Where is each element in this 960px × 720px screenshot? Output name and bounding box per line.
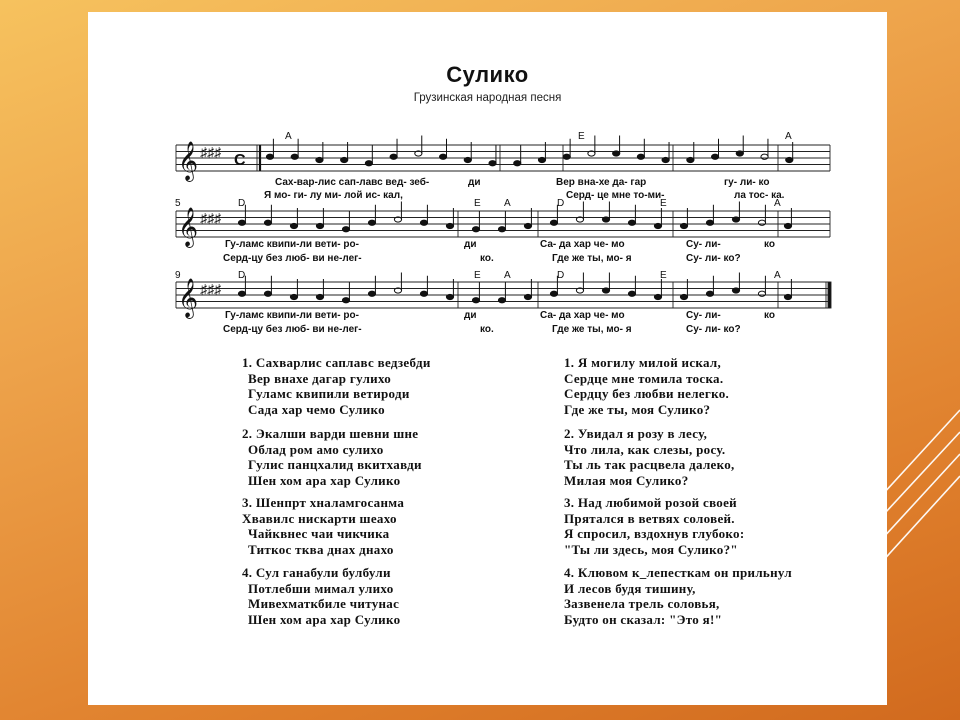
lyric-russian: Су- ли- ко? [686, 253, 741, 264]
note-head [290, 223, 297, 228]
note-head [498, 298, 505, 303]
song-title: Сулико [446, 62, 529, 87]
lyric-georgian: Гу-ламс квипи-ли вети- ро- [225, 310, 359, 321]
chord-label: A [785, 131, 792, 142]
note-head [706, 220, 713, 225]
verse-line: Шен хом ара хар Сулико [248, 611, 401, 627]
verse-georgian-3 [242, 495, 404, 557]
lyric-georgian: ди [468, 177, 481, 188]
chord-label: D [557, 270, 565, 281]
note-head [654, 223, 661, 228]
lyric-georgian: Са- да хар че- мо [540, 310, 625, 321]
note-head [365, 161, 372, 166]
verse-line: Будто он сказал: "Это я!" [564, 611, 723, 627]
note-head [524, 294, 531, 299]
lyric-georgian: Сах-вар-лис сап-лавс вед- зеб- [275, 177, 430, 188]
verse-line: 2. Увидал я розу в лесу, [564, 426, 708, 441]
measure-number: 5 [175, 198, 181, 209]
note-head [342, 227, 349, 232]
verse-line: Что лила, как слезы, росу. [564, 441, 726, 457]
chord-label: E [474, 198, 481, 209]
note-head [784, 294, 791, 299]
verse-line: Облад ром амо сулихо [248, 441, 384, 457]
lyric-georgian: Са- да хар че- мо [540, 239, 625, 250]
chord-label: E [578, 131, 585, 142]
note-head [420, 220, 427, 225]
chord-label: A [504, 198, 511, 209]
lyric-georgian: ди [464, 310, 477, 321]
verse-line: Сердце мне томила тоска. [564, 370, 724, 386]
verse-line: Сада хар чемо Сулико [248, 401, 385, 417]
chord-label: A [774, 198, 781, 209]
note-head [489, 161, 496, 166]
note-head [266, 154, 273, 159]
lyric-russian: Где же ты, мо- я [552, 324, 632, 335]
note-head [238, 291, 245, 296]
note-head [368, 291, 375, 296]
note-head [538, 157, 545, 162]
note-head [711, 154, 718, 159]
note-head [602, 288, 609, 293]
verse-line: "Ты ли здесь, моя Сулико?" [564, 541, 738, 557]
music-score [88, 12, 887, 357]
chord-label: E [660, 198, 667, 209]
verse-russian-1 [564, 355, 729, 417]
lyric-georgian: ко [764, 310, 775, 321]
lyric-georgian: гу- ли- ко [724, 177, 770, 188]
verse-line: Потлебши мимал улихо [248, 580, 394, 596]
verse-line: 2. Экалши варди шевни шне [242, 426, 419, 441]
verse-georgian-4 [242, 565, 400, 627]
verse-line: 4. Сул ганабули булбули [242, 565, 391, 580]
lyric-russian: Су- ли- ко? [686, 324, 741, 335]
chord-label: A [774, 270, 781, 281]
lyric-georgian: Вер вна-хе да- гар [556, 177, 647, 188]
note-head [736, 151, 743, 156]
note-head [341, 157, 348, 162]
note-head [654, 294, 661, 299]
lyric-georgian: Гу-ламс квипи-ли вети- ро- [225, 239, 359, 250]
note-head [758, 220, 765, 225]
note-head [390, 154, 397, 159]
note-head [758, 291, 765, 296]
note-head [290, 294, 297, 299]
note-head [342, 298, 349, 303]
verse-line: Гуламс квипили ветироди [248, 386, 410, 401]
note-head [680, 223, 687, 228]
verse-line: Титкос тква днах днахо [248, 541, 394, 557]
note-head [628, 291, 635, 296]
lyric-russian: ла тос- ка. [734, 190, 785, 201]
lyric-georgian: ко [764, 239, 775, 250]
chord-label: E [474, 270, 481, 281]
lyric-russian: ко. [480, 253, 494, 264]
note-head [550, 291, 557, 296]
verse-line: 1. Я могилу милой искал, [564, 355, 722, 370]
note-head [264, 291, 271, 296]
note-head [472, 227, 479, 232]
note-head [420, 291, 427, 296]
key-signature-icon: ♯♯♯ [200, 210, 221, 226]
verse-line: Шен хом ара хар Сулико [248, 472, 401, 488]
verse-russian-3 [564, 495, 744, 557]
lyric-russian: Серд- це мне то-ми- [566, 190, 665, 201]
lyric-russian: ко. [480, 324, 494, 335]
note-head [316, 223, 323, 228]
note-head [464, 157, 471, 162]
lyric-georgian: ди [464, 239, 477, 250]
note-head [439, 154, 446, 159]
verse-line: Вер внахе дагар гулихо [248, 370, 392, 386]
note-head [264, 220, 271, 225]
verse-line: 3. Над любимой розой своей [564, 495, 737, 510]
verse-line: 1. Сахварлис саплавс ведзебди [242, 355, 431, 370]
chord-label: D [557, 198, 565, 209]
note-head [680, 294, 687, 299]
lyric-russian: Серд-цу без люб- ви не-лег- [223, 253, 362, 264]
note-head [446, 223, 453, 228]
treble-clef-icon: 𝄞 [178, 279, 199, 317]
note-head [784, 223, 791, 228]
note-head [238, 220, 245, 225]
verse-georgian-1 [242, 355, 431, 417]
verse-line: Я спросил, вздохнув глубоко: [564, 526, 745, 541]
verse-line: 3. Шенпрт хналамгосанма [242, 495, 405, 510]
verse-line: Мивехматкбиле читунас [248, 596, 400, 611]
note-head [613, 151, 620, 156]
note-head [732, 217, 739, 222]
note-head [637, 154, 644, 159]
note-head [761, 154, 768, 159]
note-head [662, 157, 669, 162]
verse-line: И лесов будя тишину, [564, 580, 696, 596]
note-head [687, 157, 694, 162]
verse-line: Хвавилс нискарти шеахо [242, 510, 397, 526]
verse-line: Гулис панцхалид вкитхавди [248, 457, 422, 472]
verse-russian-2 [564, 426, 735, 488]
verse-line: Сердцу без любви нелегко. [564, 386, 730, 401]
note-head [628, 220, 635, 225]
note-head [706, 291, 713, 296]
verse-line: Прятался в ветвях соловей. [564, 510, 735, 526]
verse-line: Милая моя Сулико? [564, 472, 689, 488]
note-head [563, 154, 570, 159]
verse-line: Где же ты, моя Сулико? [564, 401, 711, 417]
final-bar [828, 282, 831, 308]
chord-label: D [238, 270, 246, 281]
note-head [786, 157, 793, 162]
chord-label: A [285, 131, 292, 142]
treble-clef-icon: 𝄞 [178, 142, 199, 180]
treble-clef-icon: 𝄞 [178, 208, 199, 246]
verse-line: Зазвенела трель соловья, [564, 596, 720, 611]
lyric-russian: Я мо- ги- лу ми- лой ис- кал, [264, 190, 403, 201]
sheet-music-page [88, 12, 887, 705]
key-signature-icon: ♯♯♯ [200, 144, 221, 160]
note-head [602, 217, 609, 222]
note-head [316, 294, 323, 299]
lyric-russian: Где же ты, мо- я [552, 253, 632, 264]
measure-number: 9 [175, 270, 181, 281]
song-subtitle: Грузинская народная песня [413, 92, 562, 104]
lyric-russian: Серд-цу без люб- ви не-лег- [223, 324, 362, 335]
note-head [514, 161, 521, 166]
verse-line: Ты ль так расцвела далеко, [564, 457, 735, 472]
note-head [472, 298, 479, 303]
verse-russian-4 [564, 565, 792, 627]
chord-label: A [504, 270, 511, 281]
note-head [316, 157, 323, 162]
chord-label: D [238, 198, 246, 209]
time-signature-icon: C [234, 152, 246, 169]
note-head [498, 227, 505, 232]
note-head [446, 294, 453, 299]
lyric-georgian: Су- ли- [686, 239, 721, 250]
lyric-georgian: Су- ли- [686, 310, 721, 321]
verse-georgian-2 [242, 426, 422, 488]
note-head [368, 220, 375, 225]
key-signature-icon: ♯♯♯ [200, 281, 221, 297]
chord-label: E [660, 270, 667, 281]
note-head [291, 154, 298, 159]
note-head [524, 223, 531, 228]
note-head [732, 288, 739, 293]
verse-line: Чайквнес чаи чикчика [248, 526, 390, 541]
note-head [550, 220, 557, 225]
verse-line: 4. Клювом к_лепесткам он прильнул [564, 565, 792, 580]
